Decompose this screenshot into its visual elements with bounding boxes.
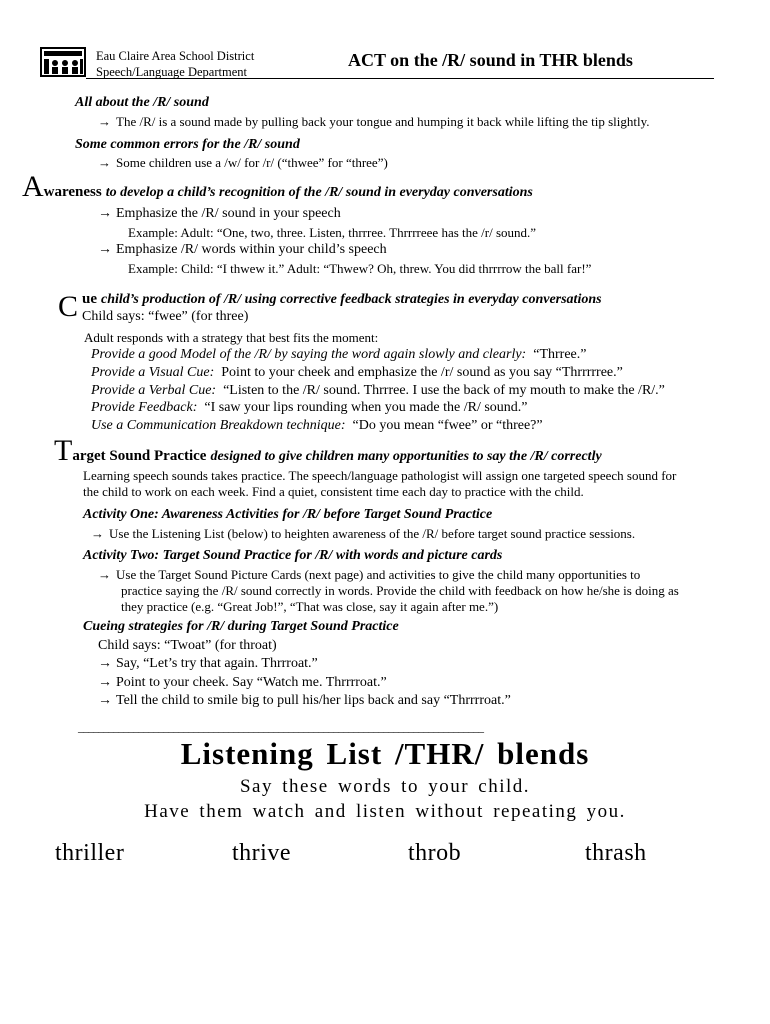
- strategy-label: Provide a good Model of the /R/ by saying the word again slowly and clearly:: [91, 347, 527, 362]
- activity-two-line-2: practice saying the /R/ sound correctly in words. Provide the child with feedback on how he/she is doing as: [121, 583, 679, 598]
- target-initial: T: [54, 434, 73, 467]
- district-line-1: Eau Claire Area School District: [96, 49, 255, 63]
- listening-word: throb: [408, 840, 462, 866]
- section-divider: _________________________________________________________________________________: [78, 720, 483, 734]
- about-heading: All about the /R/ sound: [75, 95, 209, 110]
- cue-initial: C: [58, 290, 79, 323]
- cueing-item: [98, 693, 511, 709]
- activity-one-item: [91, 526, 635, 542]
- target-paragraph-line-2: the child to work on each week. Find a quiet, consistent time each day to practice with the child.: [83, 484, 584, 499]
- cueing-item-text: Tell the child to smile big to pull his/her lips back and say “Thrrrroat.”: [116, 693, 511, 708]
- cue-strategy-feedback: [91, 400, 528, 416]
- awareness-example-2: Example: Child: “I thwew it.” Adult: “Thwew? Oh, threw. You did thrrrrow the ball far!”: [128, 261, 592, 276]
- strategy-label: Provide a Visual Cue:: [91, 365, 215, 380]
- cueing-item: [98, 656, 318, 672]
- errors-text: Some children use a /w/ for /r/ (“thwee” for “three”): [116, 155, 388, 170]
- school-district-logo: [40, 47, 86, 77]
- strategy-label: Use a Communication Breakdown technique:: [91, 418, 346, 433]
- arrow-right-icon: →: [91, 526, 104, 541]
- activity-one-text: Use the Listening List (below) to heighten awareness of the /R/ before target sound practice sessions.: [109, 526, 636, 541]
- district-line-2: Speech/Language Department: [96, 65, 247, 79]
- awareness-example-1: Example: Adult: “One, two, three. Listen, thrrree. Thrrrreee has the /r/ sound.”: [128, 225, 537, 240]
- arrow-right-icon: →: [98, 675, 112, 690]
- awareness-item-1-text: Emphasize the /R/ sound in your speech: [116, 206, 341, 221]
- errors-heading: Some common errors for the /R/ sound: [75, 137, 300, 152]
- listening-word: thrive: [232, 840, 291, 866]
- awareness-item-2: [98, 242, 387, 258]
- awareness-item-2-text: Emphasize /R/ words within your child’s speech: [116, 242, 387, 257]
- strategy-text: Point to your cheek and emphasize the /r/ sound as you say “Thrrrrree.”: [221, 365, 623, 380]
- awareness-word: wareness: [43, 184, 102, 200]
- strategy-text: “Do you mean “fwee” or “three?”: [352, 418, 543, 433]
- listening-list-title: Listening List /THR/ blends: [180, 736, 590, 771]
- target-paragraph-line-1: Learning speech sounds takes practice. The speech/language pathologist will assign one targeted speech sound for: [83, 468, 677, 483]
- cue-strategy-visual: [91, 365, 623, 381]
- awareness-item-1: [98, 206, 341, 222]
- strategy-text: “I saw your lips rounding when you made the /R/ sound.”: [204, 400, 528, 415]
- district-name: [96, 48, 254, 80]
- cue-strategy-model: [91, 347, 586, 363]
- arrow-right-icon: →: [98, 656, 112, 671]
- listening-word: thrash: [585, 840, 647, 866]
- strategy-text: “Listen to the /R/ sound. Thrrree. I use the back of my mouth to make the /R/.”: [223, 383, 665, 398]
- arrow-right-icon: →: [98, 206, 112, 221]
- activity-two-line-1: Use the Target Sound Picture Cards (next page) and activities to give the child many opportunities to: [116, 567, 641, 582]
- awareness-heading: [22, 172, 533, 202]
- cueing-heading: Cueing strategies for /R/ during Target Sound Practice: [83, 619, 399, 634]
- cueing-item-text: Say, “Let’s try that again. Thrrroat.”: [116, 656, 318, 671]
- cueing-item: [98, 675, 387, 691]
- listening-instruction-1: Say these words to your child.: [239, 776, 531, 797]
- about-item: [98, 114, 650, 130]
- cue-tagline: child’s production of /R/ using corrective feedback strategies in everyday conversations: [101, 292, 602, 307]
- cue-heading: [82, 290, 602, 308]
- arrow-right-icon: →: [98, 567, 111, 582]
- activity-two-line-3: they practice (e.g. “Great Job!”, “That was close, say it again after me.”): [121, 599, 499, 614]
- strategy-label: Provide a Verbal Cue:: [91, 383, 217, 398]
- cue-strategy-breakdown: [91, 418, 543, 434]
- arrow-right-icon: →: [98, 114, 111, 129]
- cueing-item-text: Point to your cheek. Say “Watch me. Thrrrroat.”: [116, 675, 387, 690]
- awareness-initial: A: [22, 170, 44, 203]
- arrow-right-icon: →: [98, 693, 112, 708]
- document-title: ACT on the /R/ sound in THR blends: [348, 50, 633, 70]
- awareness-tagline: to develop a child’s recognition of the /R/ sound in everyday conversations: [105, 185, 533, 200]
- cueing-child-says: Child says: “Twoat” (for throat): [98, 638, 277, 653]
- cue-word: ue: [82, 291, 97, 307]
- about-text: The /R/ is a sound made by pulling back your tongue and humping it back while lifting the tip slightly.: [116, 114, 650, 129]
- arrow-right-icon: →: [98, 242, 112, 257]
- activity-one-heading: Activity One: Awareness Activities for /R/ before Target Sound Practice: [83, 507, 493, 522]
- strategy-text: “Thrree.”: [533, 347, 587, 362]
- errors-item: [98, 155, 388, 171]
- cue-child-says: Child says: “fwee” (for three): [82, 309, 249, 324]
- activity-two-heading: Activity Two: Target Sound Practice for /R/ with words and picture cards: [83, 548, 503, 563]
- listening-word: thriller: [55, 840, 125, 866]
- header-divider: [86, 78, 714, 79]
- strategy-label: Provide Feedback:: [91, 400, 198, 415]
- arrow-right-icon: →: [98, 155, 111, 170]
- target-heading: [54, 436, 602, 466]
- cue-adult-responds: Adult responds with a strategy that best fits the moment:: [84, 330, 379, 345]
- target-word: arget Sound Practice: [72, 448, 207, 464]
- activity-two-item: [98, 567, 640, 583]
- listening-instruction-2: Have them watch and listen without repeating you.: [144, 801, 626, 822]
- target-tagline: designed to give children many opportunities to say the /R/ correctly: [210, 449, 602, 464]
- cue-strategy-verbal: [91, 383, 665, 399]
